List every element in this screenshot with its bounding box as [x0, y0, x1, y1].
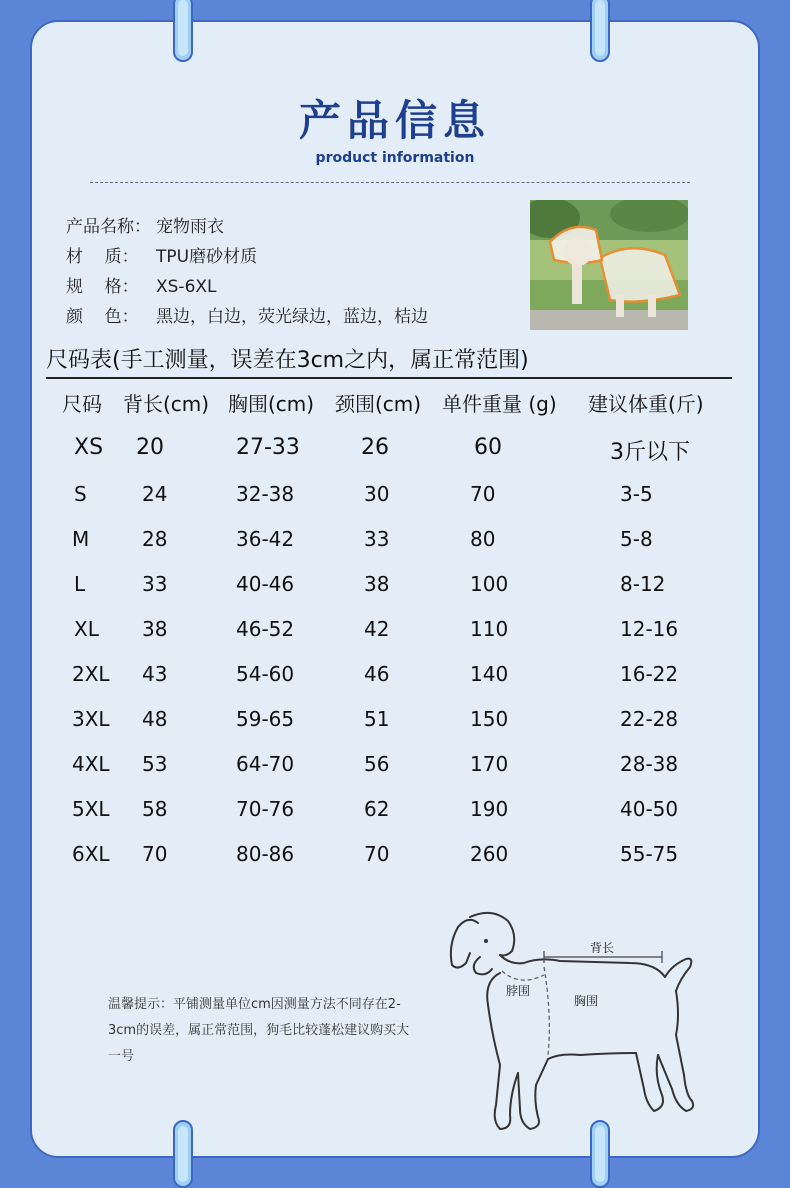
- size-table-caption: 尺码表(手工测量，误差在3cm之内，属正常范围): [46, 348, 529, 373]
- cell-recommended: 22-28: [620, 707, 679, 731]
- page-title: 产品信息: [298, 96, 491, 145]
- cell-recommended: 40-50: [620, 797, 679, 821]
- cell-item-weight: 260: [470, 842, 509, 866]
- cell-recommended: 8-12: [620, 572, 666, 596]
- cell-item-weight: 170: [470, 752, 509, 776]
- cell-back: 24: [142, 482, 168, 506]
- cell-size: M: [72, 527, 90, 551]
- cell-item-weight: 150: [470, 707, 509, 731]
- cell-chest: 40-46: [236, 572, 295, 596]
- page-subtitle: product information: [315, 150, 475, 166]
- info-value: TPU磨砂材质: [156, 247, 258, 267]
- cell-item-weight: 60: [474, 435, 502, 460]
- cell-recommended: 5-8: [620, 527, 653, 551]
- info-value: XS-6XL: [156, 277, 217, 297]
- cell-back: 20: [136, 435, 164, 460]
- cell-size: 6XL: [72, 842, 110, 866]
- product-info-list: [66, 212, 428, 332]
- top-left-clip-decoration: [173, 0, 193, 62]
- cell-size: L: [74, 572, 86, 596]
- table-header-back-length: 背长(cm): [123, 392, 210, 416]
- cell-back: 58: [142, 797, 168, 821]
- cell-size: XL: [74, 617, 99, 641]
- cell-recommended: 55-75: [620, 842, 679, 866]
- cell-chest: 59-65: [236, 707, 295, 731]
- info-row-material: [66, 242, 428, 272]
- caption-underline: [46, 377, 732, 379]
- cell-back: 48: [142, 707, 168, 731]
- cell-neck: 70: [364, 842, 390, 866]
- info-value: 宠物雨衣: [156, 217, 224, 237]
- cell-chest: 27-33: [236, 435, 300, 460]
- cell-item-weight: 80: [470, 527, 496, 551]
- cell-chest: 70-76: [236, 797, 295, 821]
- info-label: 规 格：: [66, 277, 139, 297]
- cell-chest: 54-60: [236, 662, 295, 686]
- tip-text: 温馨提示：平铺测量单位cm因测量方法不同存在2-3cm的误差，属正常范围，狗毛比较蓬松建议购买大一号: [108, 997, 410, 1064]
- cell-recommended: 16-22: [620, 662, 679, 686]
- cell-neck: 51: [364, 707, 390, 731]
- info-value: 黑边，白边，荧光绿边，蓝边，桔边: [156, 307, 428, 327]
- info-row-name: [66, 212, 428, 242]
- cell-chest: 36-42: [236, 527, 295, 551]
- cell-item-weight: 140: [470, 662, 509, 686]
- cell-size: 3XL: [72, 707, 110, 731]
- divider: [90, 182, 690, 183]
- cell-back: 38: [142, 617, 168, 641]
- cell-item-weight: 190: [470, 797, 509, 821]
- table-header-neck: 颈围(cm): [335, 392, 422, 416]
- cell-neck: 33: [364, 527, 390, 551]
- info-label: 材 质：: [66, 247, 139, 267]
- cell-chest: 32-38: [236, 482, 295, 506]
- info-row-color: [66, 302, 428, 332]
- cell-size: 5XL: [72, 797, 110, 821]
- diagram-neck-label: 脖围: [506, 984, 531, 998]
- info-label: 产品名称：: [66, 217, 151, 237]
- cell-recommended: 12-16: [620, 617, 679, 641]
- dog-measurement-diagram: [440, 905, 705, 1140]
- cell-item-weight: 110: [470, 617, 509, 641]
- cell-back: 53: [142, 752, 168, 776]
- cell-neck: 46: [364, 662, 390, 686]
- diagram-back-label: 背长: [590, 941, 615, 955]
- cell-neck: 30: [364, 482, 390, 506]
- cell-size: XS: [74, 435, 104, 460]
- cell-back: 28: [142, 527, 168, 551]
- cell-recommended: 28-38: [620, 752, 679, 776]
- cell-chest: 80-86: [236, 842, 295, 866]
- top-right-clip-decoration: [590, 0, 610, 62]
- cell-size: 4XL: [72, 752, 110, 776]
- cell-item-weight: 70: [470, 482, 496, 506]
- info-label: 颜 色：: [66, 307, 139, 327]
- table-header-chest: 胸围(cm): [228, 392, 315, 416]
- diagram-chest-label: 胸围: [574, 994, 599, 1008]
- cell-chest: 46-52: [236, 617, 295, 641]
- cell-back: 70: [142, 842, 168, 866]
- table-header-size: 尺码: [62, 392, 102, 416]
- cell-recommended: 3斤以下: [610, 440, 690, 465]
- table-header-weight: 单件重量 (g): [442, 392, 557, 416]
- cell-size: S: [74, 482, 87, 506]
- cell-neck: 42: [364, 617, 390, 641]
- cell-neck: 56: [364, 752, 390, 776]
- cell-neck: 62: [364, 797, 390, 821]
- bottom-left-clip-decoration: [173, 1120, 193, 1188]
- table-header-recommended-weight: 建议体重(斤): [588, 392, 704, 416]
- info-row-spec: [66, 272, 428, 302]
- cell-neck: 26: [361, 435, 389, 460]
- cell-back: 43: [142, 662, 168, 686]
- cell-recommended: 3-5: [620, 482, 653, 506]
- cell-size: 2XL: [72, 662, 110, 686]
- cell-item-weight: 100: [470, 572, 509, 596]
- cell-back: 33: [142, 572, 168, 596]
- cell-neck: 38: [364, 572, 390, 596]
- product-photo: [530, 200, 688, 330]
- cell-chest: 64-70: [236, 752, 295, 776]
